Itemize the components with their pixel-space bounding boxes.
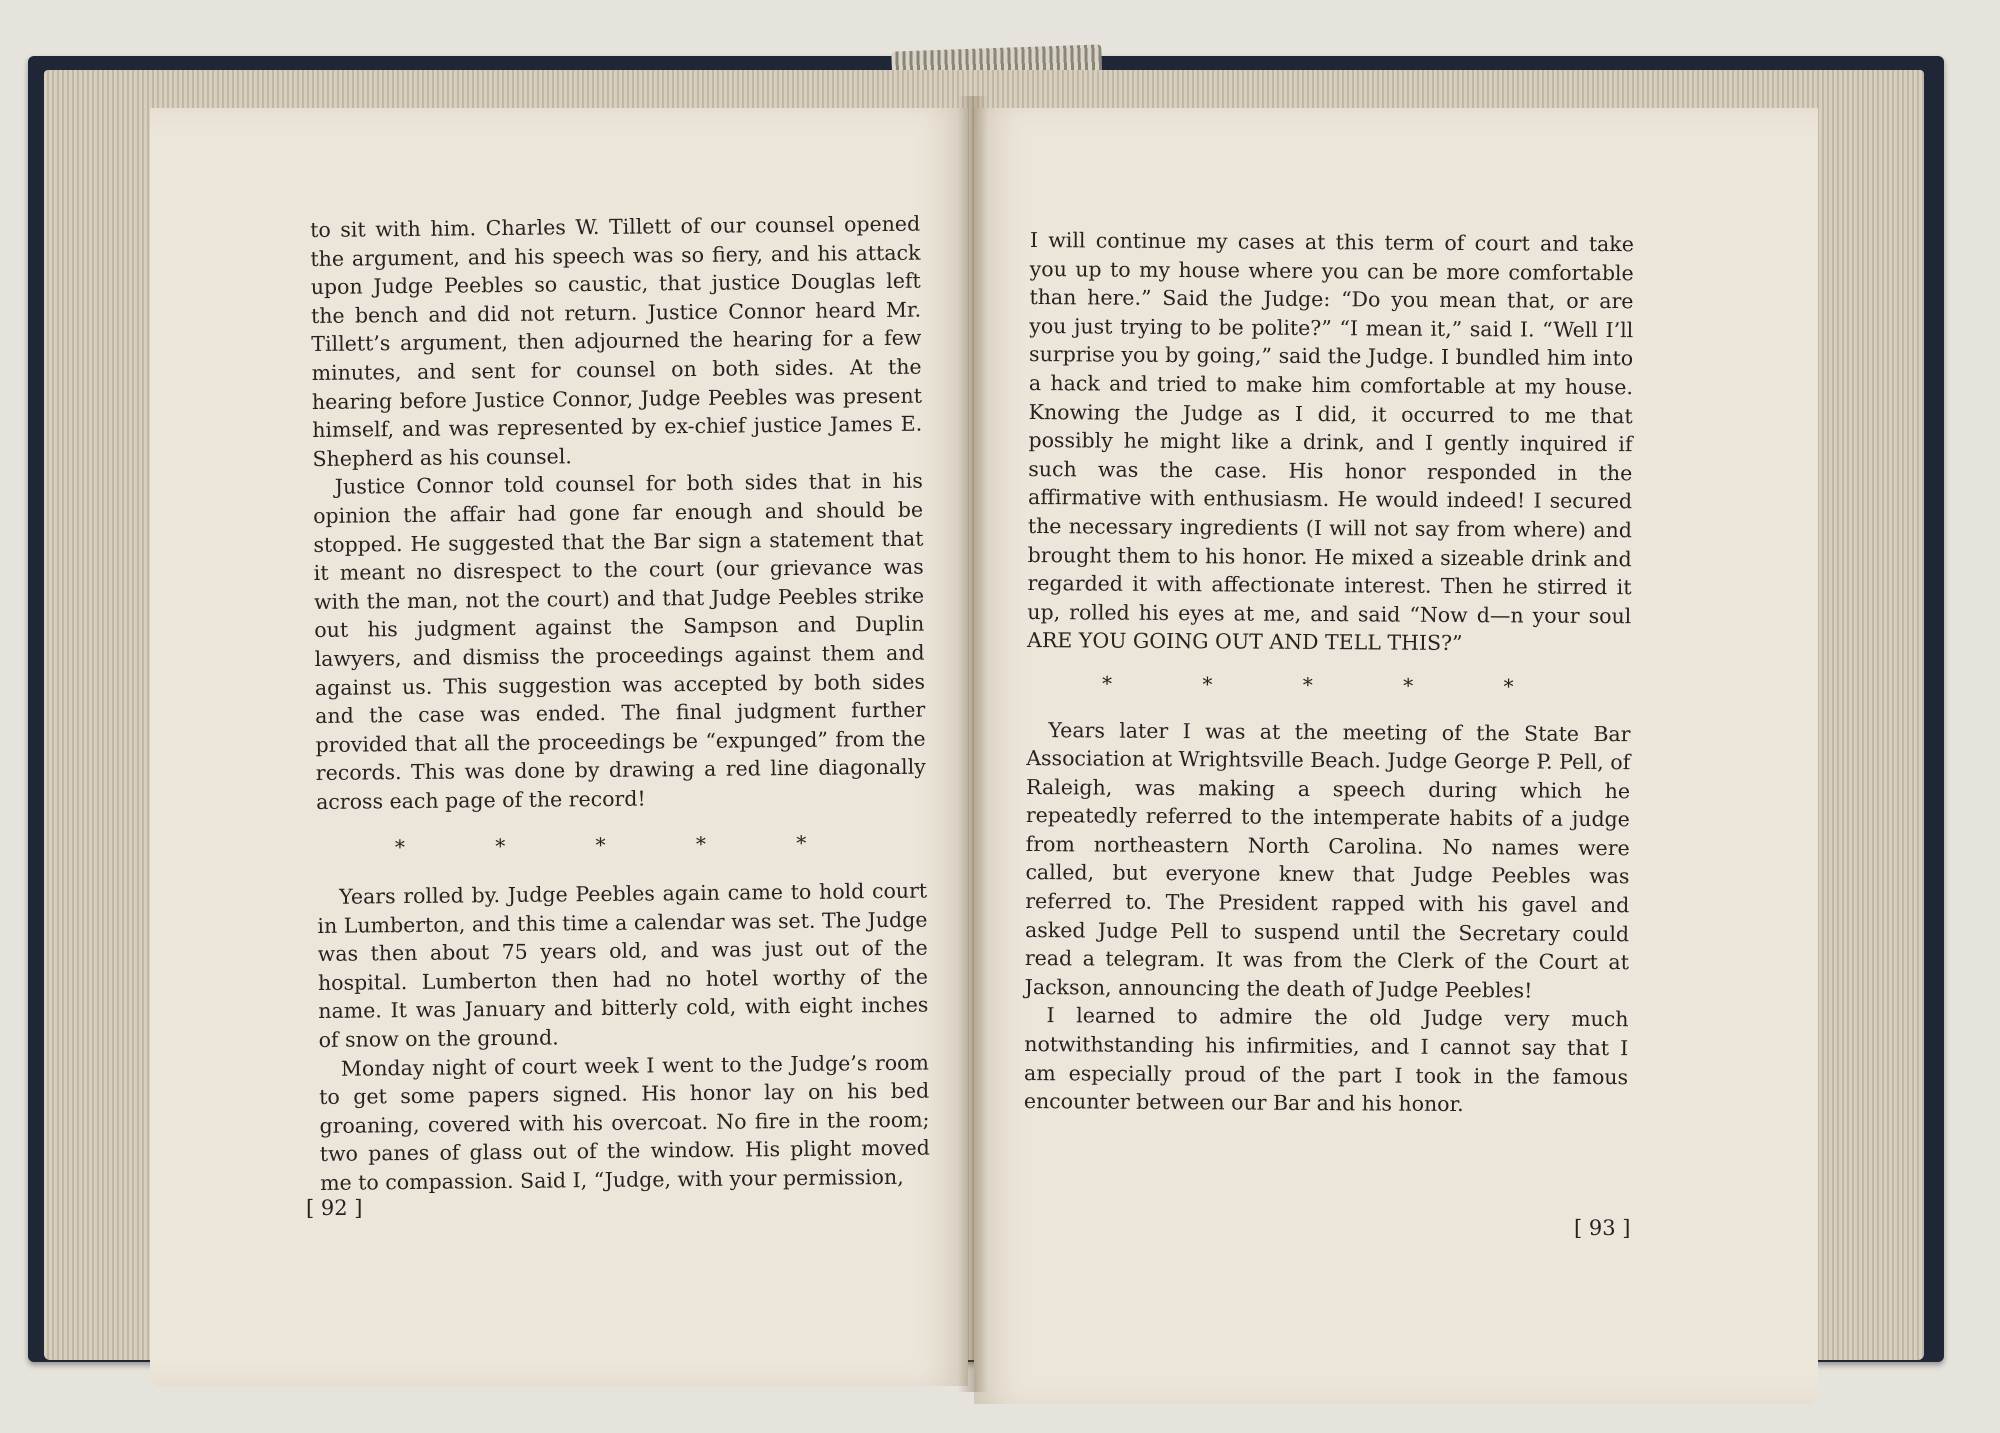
left-paragraph-2: Justice Connor told counsel for both sides that in his opinion the affair had gone far enough and should be stopped. He suggested that the Bar sign a statement that it meant no disrespect to the court (our grievance was with the man, not the court) and that Judge Peebles strike out his judgment against the Sampson and Duplin lawyers, and dismiss the proceedings against them and against us. This suggestion was accepted by both sides and the case was ended. The final judgment further provided that all the proceedings be “expunged” from the records. This was done by drawing a red line diagonally across each page of the record! — [313, 468, 926, 814]
left-page-text — [310, 210, 930, 1198]
right-page-text — [1024, 226, 1634, 1120]
left-paragraph-3: Years rolled by. Judge Peebles again came to hold court in Lumberton, and this time a calendar was set. The Judge was then about 75 years old, and was just out of the hospital. Lumberton then had no hotel worthy of the name. It was January and bitterly cold, with eight inches of snow on the ground. — [317, 878, 929, 1052]
right-paragraph-2: Years later I was at the meeting of the State Bar Association at Wrightsville Beach. Judge George P. Pell, of Raleigh, was making a speech during which he repeatedly referred to the intemperate habits of a judge from northeastern North Carolina. No names were called, but everyone knew that Judge Peebles was referred to. The President rapped with his gavel and asked Judge Pell to suspend until the Secretary could read a telegram. It was from the Clerk of the Court at Jackson, announcing the death of Judge Peebles! — [1024, 717, 1631, 1003]
right-paragraph-3: I learned to admire the old Judge very much notwithstanding his infirmities, and I cannot say that I am especially proud of the part I took in the famous encounter between our Bar and his honor. — [1023, 1003, 1629, 1117]
page-number-right: [ 93 ] — [1574, 1216, 1631, 1240]
left-paragraph-1: to sit with him. Charles W. Tillett of our counsel opened the argument, and his speech was so fiery, and his attack upon Judge Peebles so caustic, that justice Douglas left the bench and did not return. Justice Connor heard Mr. Tillett’s argument, then adjourned the hearing for a few minutes, and sent for counsel on both sides. At the hearing before Justice Connor, Judge Peebles was present himself, and was represented by ex-chief justice James E. Shepherd as his counsel. — [310, 211, 923, 471]
book-gutter — [958, 96, 988, 1392]
section-separator: * * * * * — [394, 830, 849, 860]
section-separator: * * * * * — [1102, 671, 1556, 699]
right-paragraph-1: I will continue my cases at this term of court and take you up to my house where you can be more comfortable than here.” Said the Judge: “Do you mean that, or are you just trying to be polite?” “I mean it,” said I. “Well I’ll surprise you by going,” said the Judge. I bundled him into a hack and tried to make him comfortable at my house. Knowing the Judge as I did, it occurred to me that possibly he might like a drink, and I gently inquired if such was the case. His honor responded in the affirmative with enthusiasm. He would indeed! I secured the necessary ingredients (I will not say from where) and brought them to his honor. He mixed a sizeable drink and regarded it with affectionate interest. Then he stirred it up, rolled his eyes at me, and said “Now d—n your soul ARE YOU GOING OUT AND TELL THIS?” — [1027, 227, 1634, 656]
left-paragraph-4: Monday night of court week I went to the Judge’s room to get some papers signed. His honor lay on his bed groaning, covered with his overcoat. No fire in the room; two panes of glass out of the window. His plight moved me to compassion. Said I, “Judge, with your permission, — [319, 1050, 930, 1195]
page-number-left: [ 92 ] — [306, 1196, 363, 1220]
